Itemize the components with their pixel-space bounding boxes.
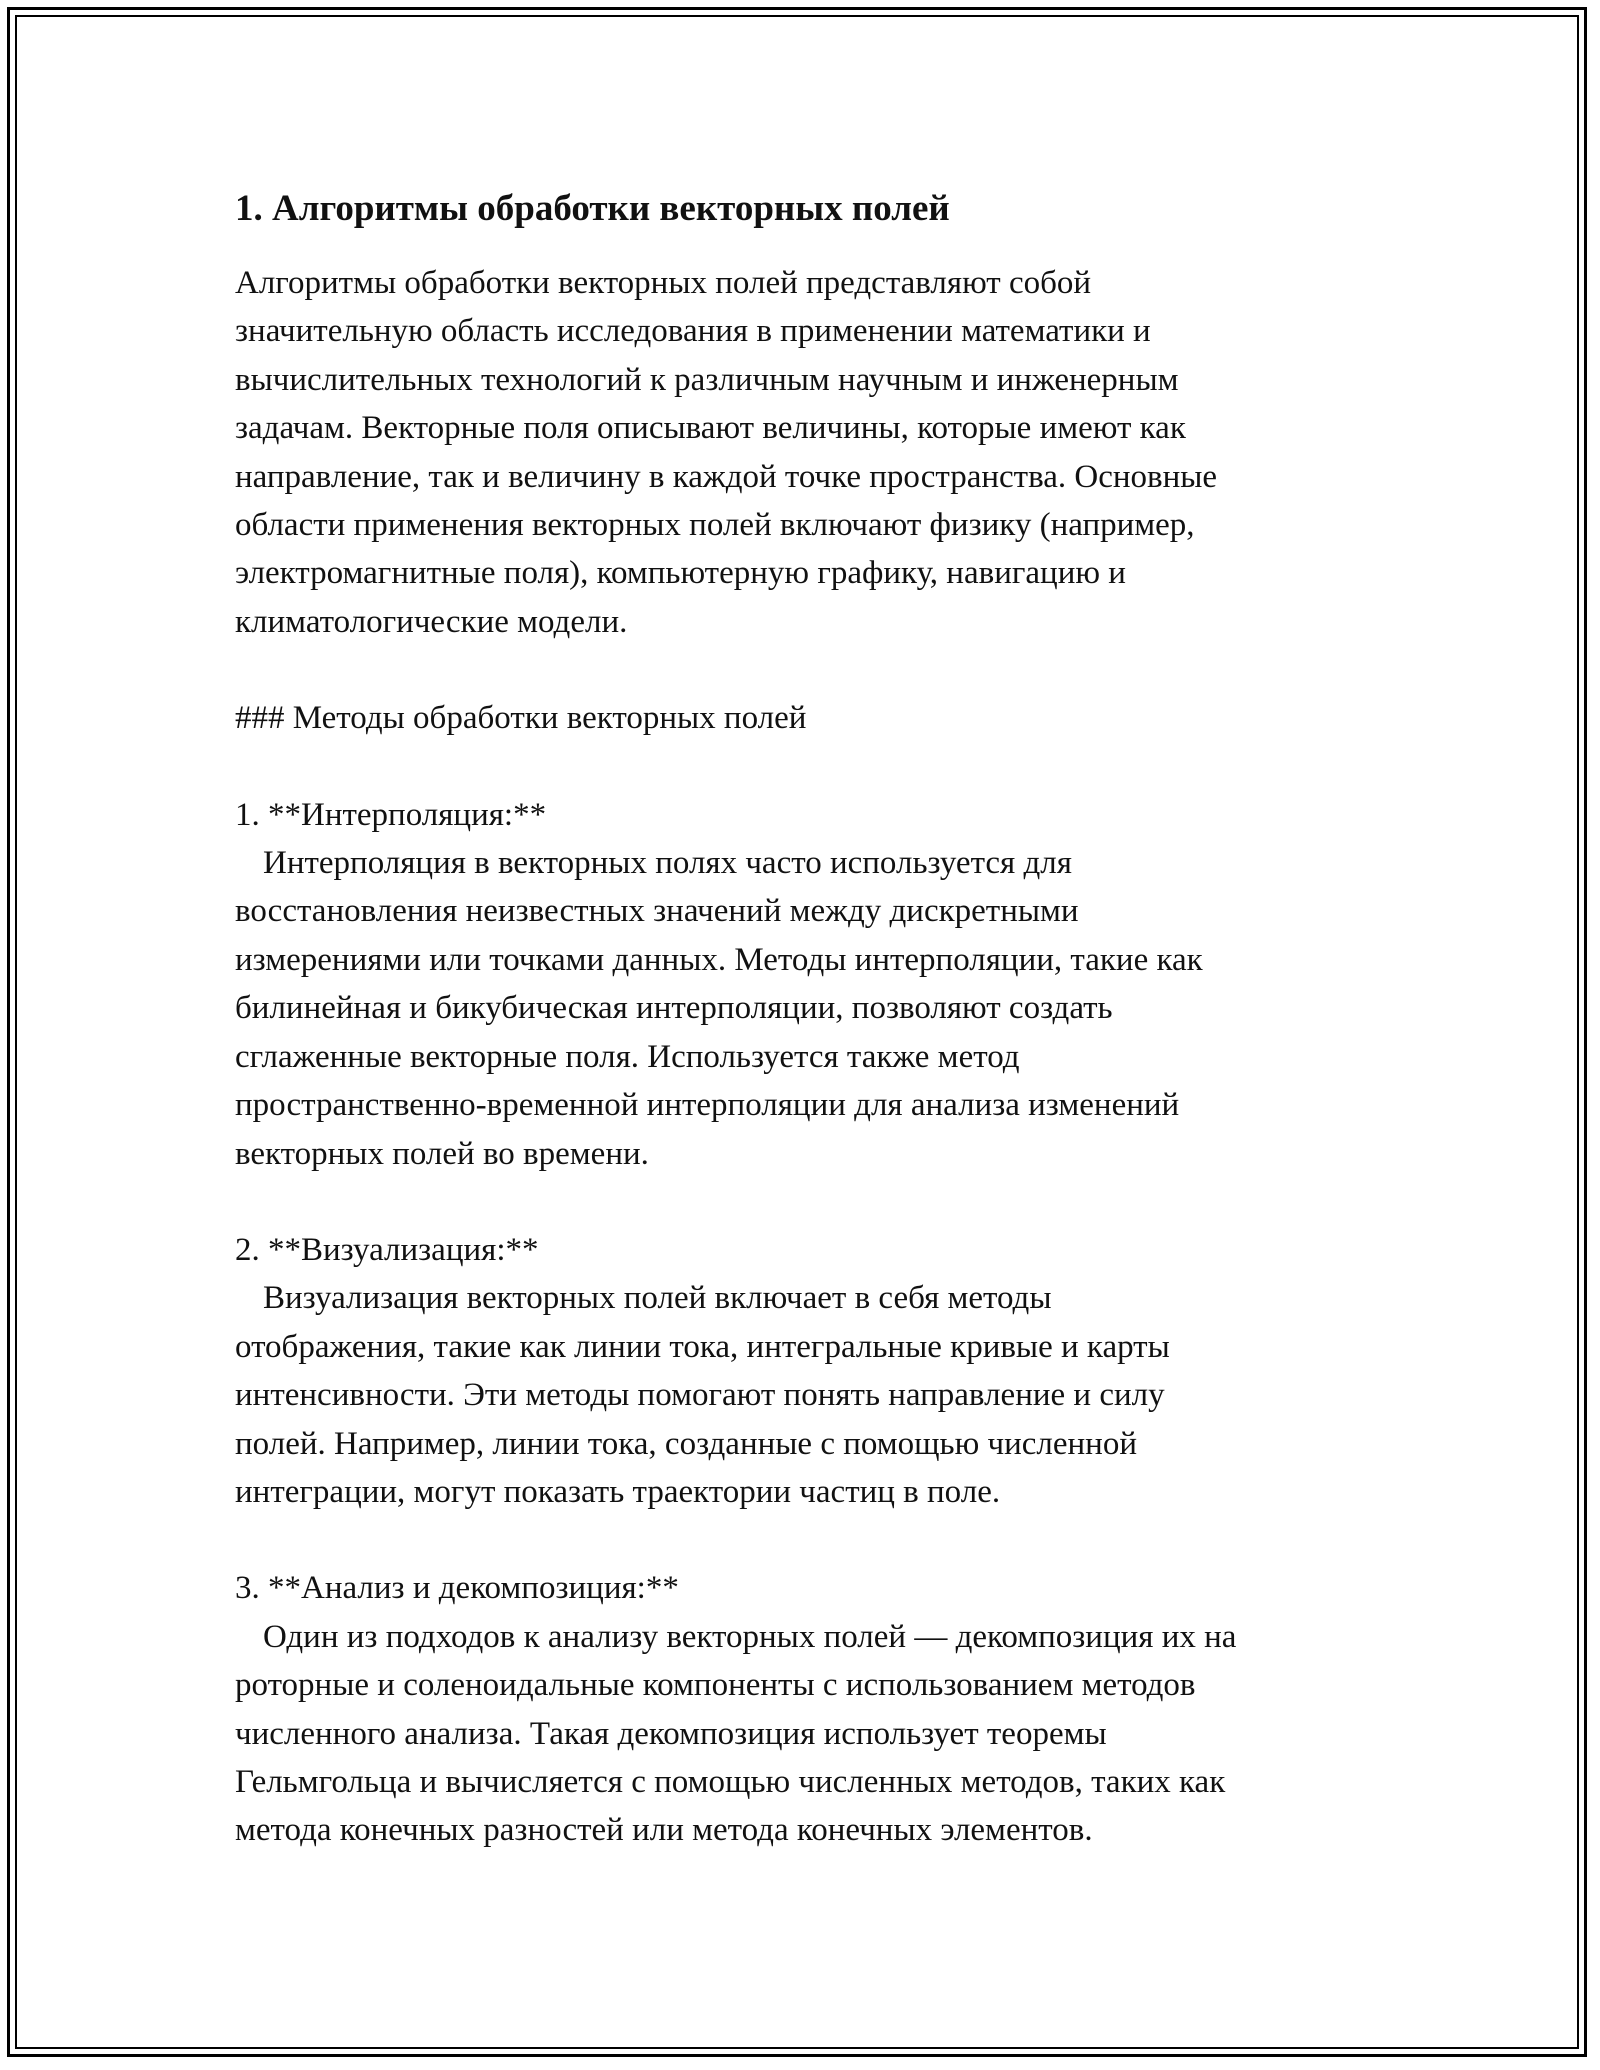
method-line: численного анализа. Такая декомпозиция использует теоремы <box>235 1715 1107 1752</box>
method-line: измерениями или точками данных. Методы интерполяции, такие как <box>235 941 1203 978</box>
method-line: Интерполяция в векторных полях часто используется для <box>263 845 1072 882</box>
method-line: векторных полей во времени. <box>235 1135 649 1172</box>
method-line: Гельмгольца и вычисляется с помощью численных методов, таких как <box>235 1763 1226 1800</box>
method-line: метода конечных разностей или метода конечных элементов. <box>235 1812 1093 1849</box>
method-line: билинейная и бикубическая интерполяции, позволяют создать <box>235 990 1113 1027</box>
method-line: интенсивности. Эти методы помогают понять направление и силу <box>235 1377 1165 1414</box>
method-line: Визуализация векторных полей включает в себя методы <box>263 1280 1052 1317</box>
method-line: полей. Например, линии тока, созданные с помощью численной <box>235 1425 1138 1462</box>
method-line: восстановления неизвестных значений между дискретными <box>235 893 1079 930</box>
method-paragraph <box>235 839 1390 1178</box>
intro-line: вычислительных технологий к различным научным и инженерным <box>235 361 1179 398</box>
intro-line: направление, так и величину в каждой точке пространства. Основные <box>235 458 1218 495</box>
method-paragraph <box>235 1613 1390 1855</box>
method-heading: 3. **Анализ и декомпозиция:** <box>235 1570 679 1607</box>
method-line: Один из подходов к анализу векторных полей — декомпозиция их на <box>263 1618 1237 1655</box>
intro-line: электромагнитные поля), компьютерную графику, навигацию и <box>235 555 1126 592</box>
method-visualization <box>235 1226 1390 1516</box>
method-paragraph <box>235 1274 1390 1516</box>
method-line: сглаженные векторные поля. Используется также метод <box>235 1038 1020 1075</box>
method-decomposition <box>235 1564 1390 1854</box>
method-heading: 2. **Визуализация:** <box>235 1231 539 1268</box>
method-line: отображения, такие как линии тока, интегральные кривые и карты <box>235 1328 1170 1365</box>
intro-line: области применения векторных полей включают физику (например, <box>235 507 1195 544</box>
method-line: пространственно-временной интерполяции для анализа изменений <box>235 1087 1180 1124</box>
intro-line: значительную область исследования в применении математики и <box>235 313 1151 350</box>
method-heading: 1. **Интерполяция:** <box>235 796 547 833</box>
intro-line: климатологические модели. <box>235 603 628 640</box>
intro-line: задачам. Векторные поля описывают величины, которые имеют как <box>235 410 1186 447</box>
method-line: роторные и соленоидальные компоненты с использованием методов <box>235 1667 1196 1704</box>
document-body <box>235 185 1390 1855</box>
method-line: интеграции, могут показать траектории частиц в поле. <box>235 1473 1001 1510</box>
intro-paragraph <box>235 259 1390 646</box>
subheading-text: ### Методы обработки векторных полей <box>235 700 807 737</box>
intro-line: Алгоритмы обработки векторных полей представляют собой <box>235 265 1092 301</box>
section-subheading <box>235 694 1390 742</box>
method-interpolation <box>235 791 1390 1178</box>
document-title: 1. Алгоритмы обработки векторных полей <box>235 188 950 229</box>
